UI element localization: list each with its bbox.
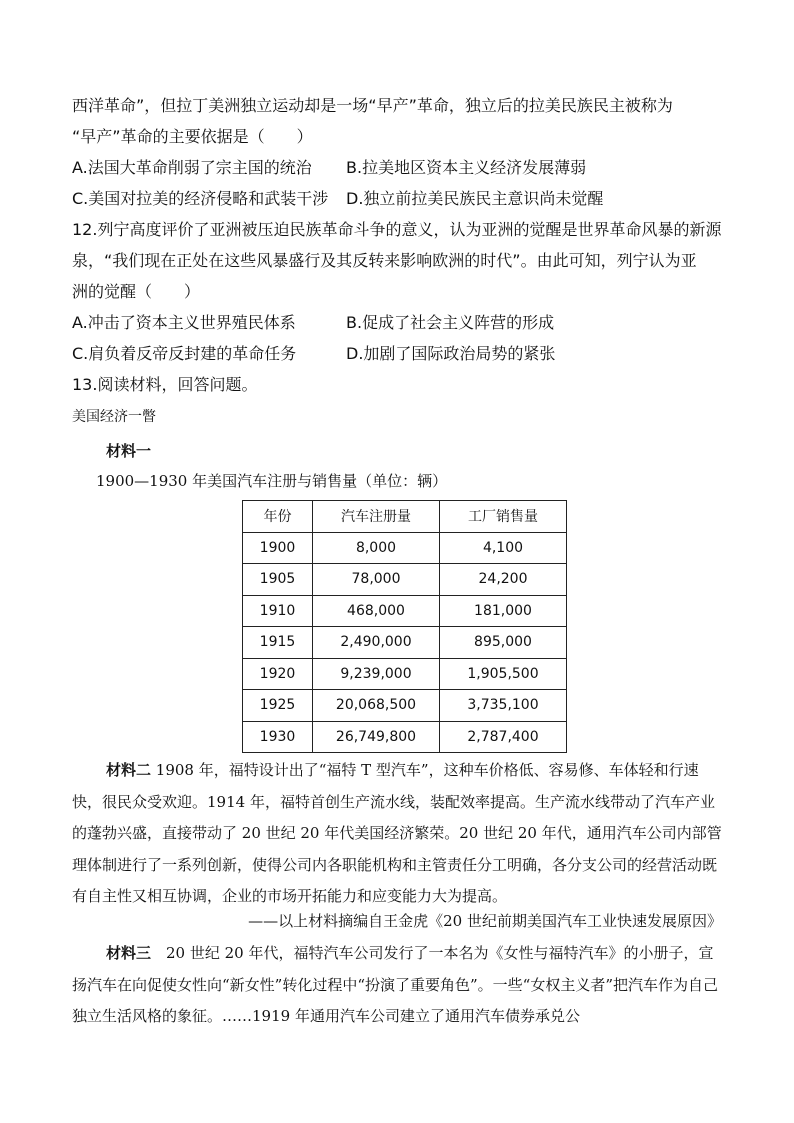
table-row bbox=[243, 658, 567, 690]
table-row bbox=[243, 627, 567, 659]
table-row bbox=[243, 532, 567, 564]
cell-year: 1905 bbox=[243, 564, 313, 596]
material2-label: 材料二 bbox=[106, 761, 152, 779]
q11-stem-line2: “早产”革命的主要依据是（ ） bbox=[72, 127, 313, 146]
cell-year: 1925 bbox=[243, 690, 313, 722]
table-row bbox=[243, 595, 567, 627]
header-factory-sales: 工厂销售量 bbox=[440, 501, 567, 533]
q11-stem-line1: 西洋革命”，但拉丁美洲独立运动却是一场“早产”革命，独立后的拉美民族民主被称为 bbox=[72, 96, 673, 115]
cell-year: 1920 bbox=[243, 658, 313, 690]
cell-sales: 895,000 bbox=[440, 627, 567, 659]
car-data-table bbox=[242, 500, 567, 753]
material2-paragraph bbox=[72, 755, 722, 913]
material3-text: 20 世纪 20 年代，福特汽车公司发行了一本名为《女性与福特汽车》的小册子，宣扬汽车在向促使女性向“新女性”转化过程中“扮演了重要角色”。一些“女权主义者”把汽车作为自己独立生活风格的象征。……1919 年通用汽车公司建立了通用汽车债券承兑公 bbox=[72, 944, 719, 1025]
cell-year: 1900 bbox=[243, 532, 313, 564]
q12-option-c: C.肩负着反帝反封建的革命任务 bbox=[72, 344, 297, 363]
material2-source: ——以上材料摘编自王金虎《20 世纪前期美国汽车工业快速发展原因》 bbox=[248, 912, 722, 930]
table-row bbox=[243, 690, 567, 722]
q13-stem: 13.阅读材料，回答问题。 bbox=[72, 375, 258, 394]
cell-sales: 3,735,100 bbox=[440, 690, 567, 722]
cell-year: 1930 bbox=[243, 721, 313, 753]
q12-option-b: B.促成了社会主义阵营的形成 bbox=[346, 313, 555, 332]
q11-option-a: A.法国大革命削弱了宗主国的统治 bbox=[72, 158, 312, 177]
cell-year: 1910 bbox=[243, 595, 313, 627]
table-row bbox=[243, 721, 567, 753]
table-header-row bbox=[243, 501, 567, 533]
q12-stem-line1: 12.列宁高度评价了亚洲被压迫民族革命斗争的意义，认为亚洲的觉醒是世界革命风暴的新源 bbox=[72, 220, 722, 239]
cell-registrations: 20,068,500 bbox=[313, 690, 440, 722]
q12-option-d: D.加剧了国际政治局势的紧张 bbox=[346, 344, 556, 363]
cell-registrations: 78,000 bbox=[313, 564, 440, 596]
cell-sales: 2,787,400 bbox=[440, 721, 567, 753]
cell-registrations: 9,239,000 bbox=[313, 658, 440, 690]
cell-sales: 4,100 bbox=[440, 532, 567, 564]
material3-paragraph bbox=[72, 938, 722, 1033]
cell-registrations: 2,490,000 bbox=[313, 627, 440, 659]
q11-option-c: C.美国对拉美的经济侵略和武装干涉 bbox=[72, 189, 329, 208]
section-title: 美国经济一瞥 bbox=[72, 409, 156, 425]
material3-label: 材料三 bbox=[106, 944, 152, 962]
cell-sales: 1,905,500 bbox=[440, 658, 567, 690]
header-year: 年份 bbox=[243, 501, 313, 533]
cell-sales: 181,000 bbox=[440, 595, 567, 627]
table-caption: 1900—1930 年美国汽车注册与销售量（单位：辆） bbox=[96, 472, 448, 490]
cell-registrations: 26,749,800 bbox=[313, 721, 440, 753]
q12-option-a: A.冲击了资本主义世界殖民体系 bbox=[72, 313, 296, 332]
cell-registrations: 468,000 bbox=[313, 595, 440, 627]
cell-year: 1915 bbox=[243, 627, 313, 659]
q12-stem-line3: 洲的觉醒（ ） bbox=[72, 282, 201, 301]
material1-label: 材料一 bbox=[106, 442, 152, 460]
cell-registrations: 8,000 bbox=[313, 532, 440, 564]
q12-stem-line2: 泉，“我们现在正处在这些风暴盛行及其反转来影响欧洲的时代”。由此可知，列宁认为亚 bbox=[72, 251, 697, 270]
header-registrations: 汽车注册量 bbox=[313, 501, 440, 533]
q11-option-b: B.拉美地区资本主义经济发展薄弱 bbox=[346, 158, 587, 177]
q11-option-d: D.独立前拉美民族民主意识尚未觉醒 bbox=[346, 189, 604, 208]
material2-text: 1908 年，福特设计出了“福特 T 型汽车”，这种车价格低、容易修、车体轻和行速快，很民众受欢迎。1914 年，福特首创生产流水线，装配效率提高。生产流水线带动了汽车产业的蓬勃兴盛，直接带动了 20 世纪 20 年代美国经济繁荣。20 世纪 20 年代，通用汽车公司内部管理体制进行了一系列创新，使得公司内各职能机构和主管责任分工明确，各分支公司的经营活动既有自主性又相互协调，企业的市场开拓能力和应变能力大为提高。 bbox=[72, 761, 722, 905]
cell-sales: 24,200 bbox=[440, 564, 567, 596]
table-row bbox=[243, 564, 567, 596]
